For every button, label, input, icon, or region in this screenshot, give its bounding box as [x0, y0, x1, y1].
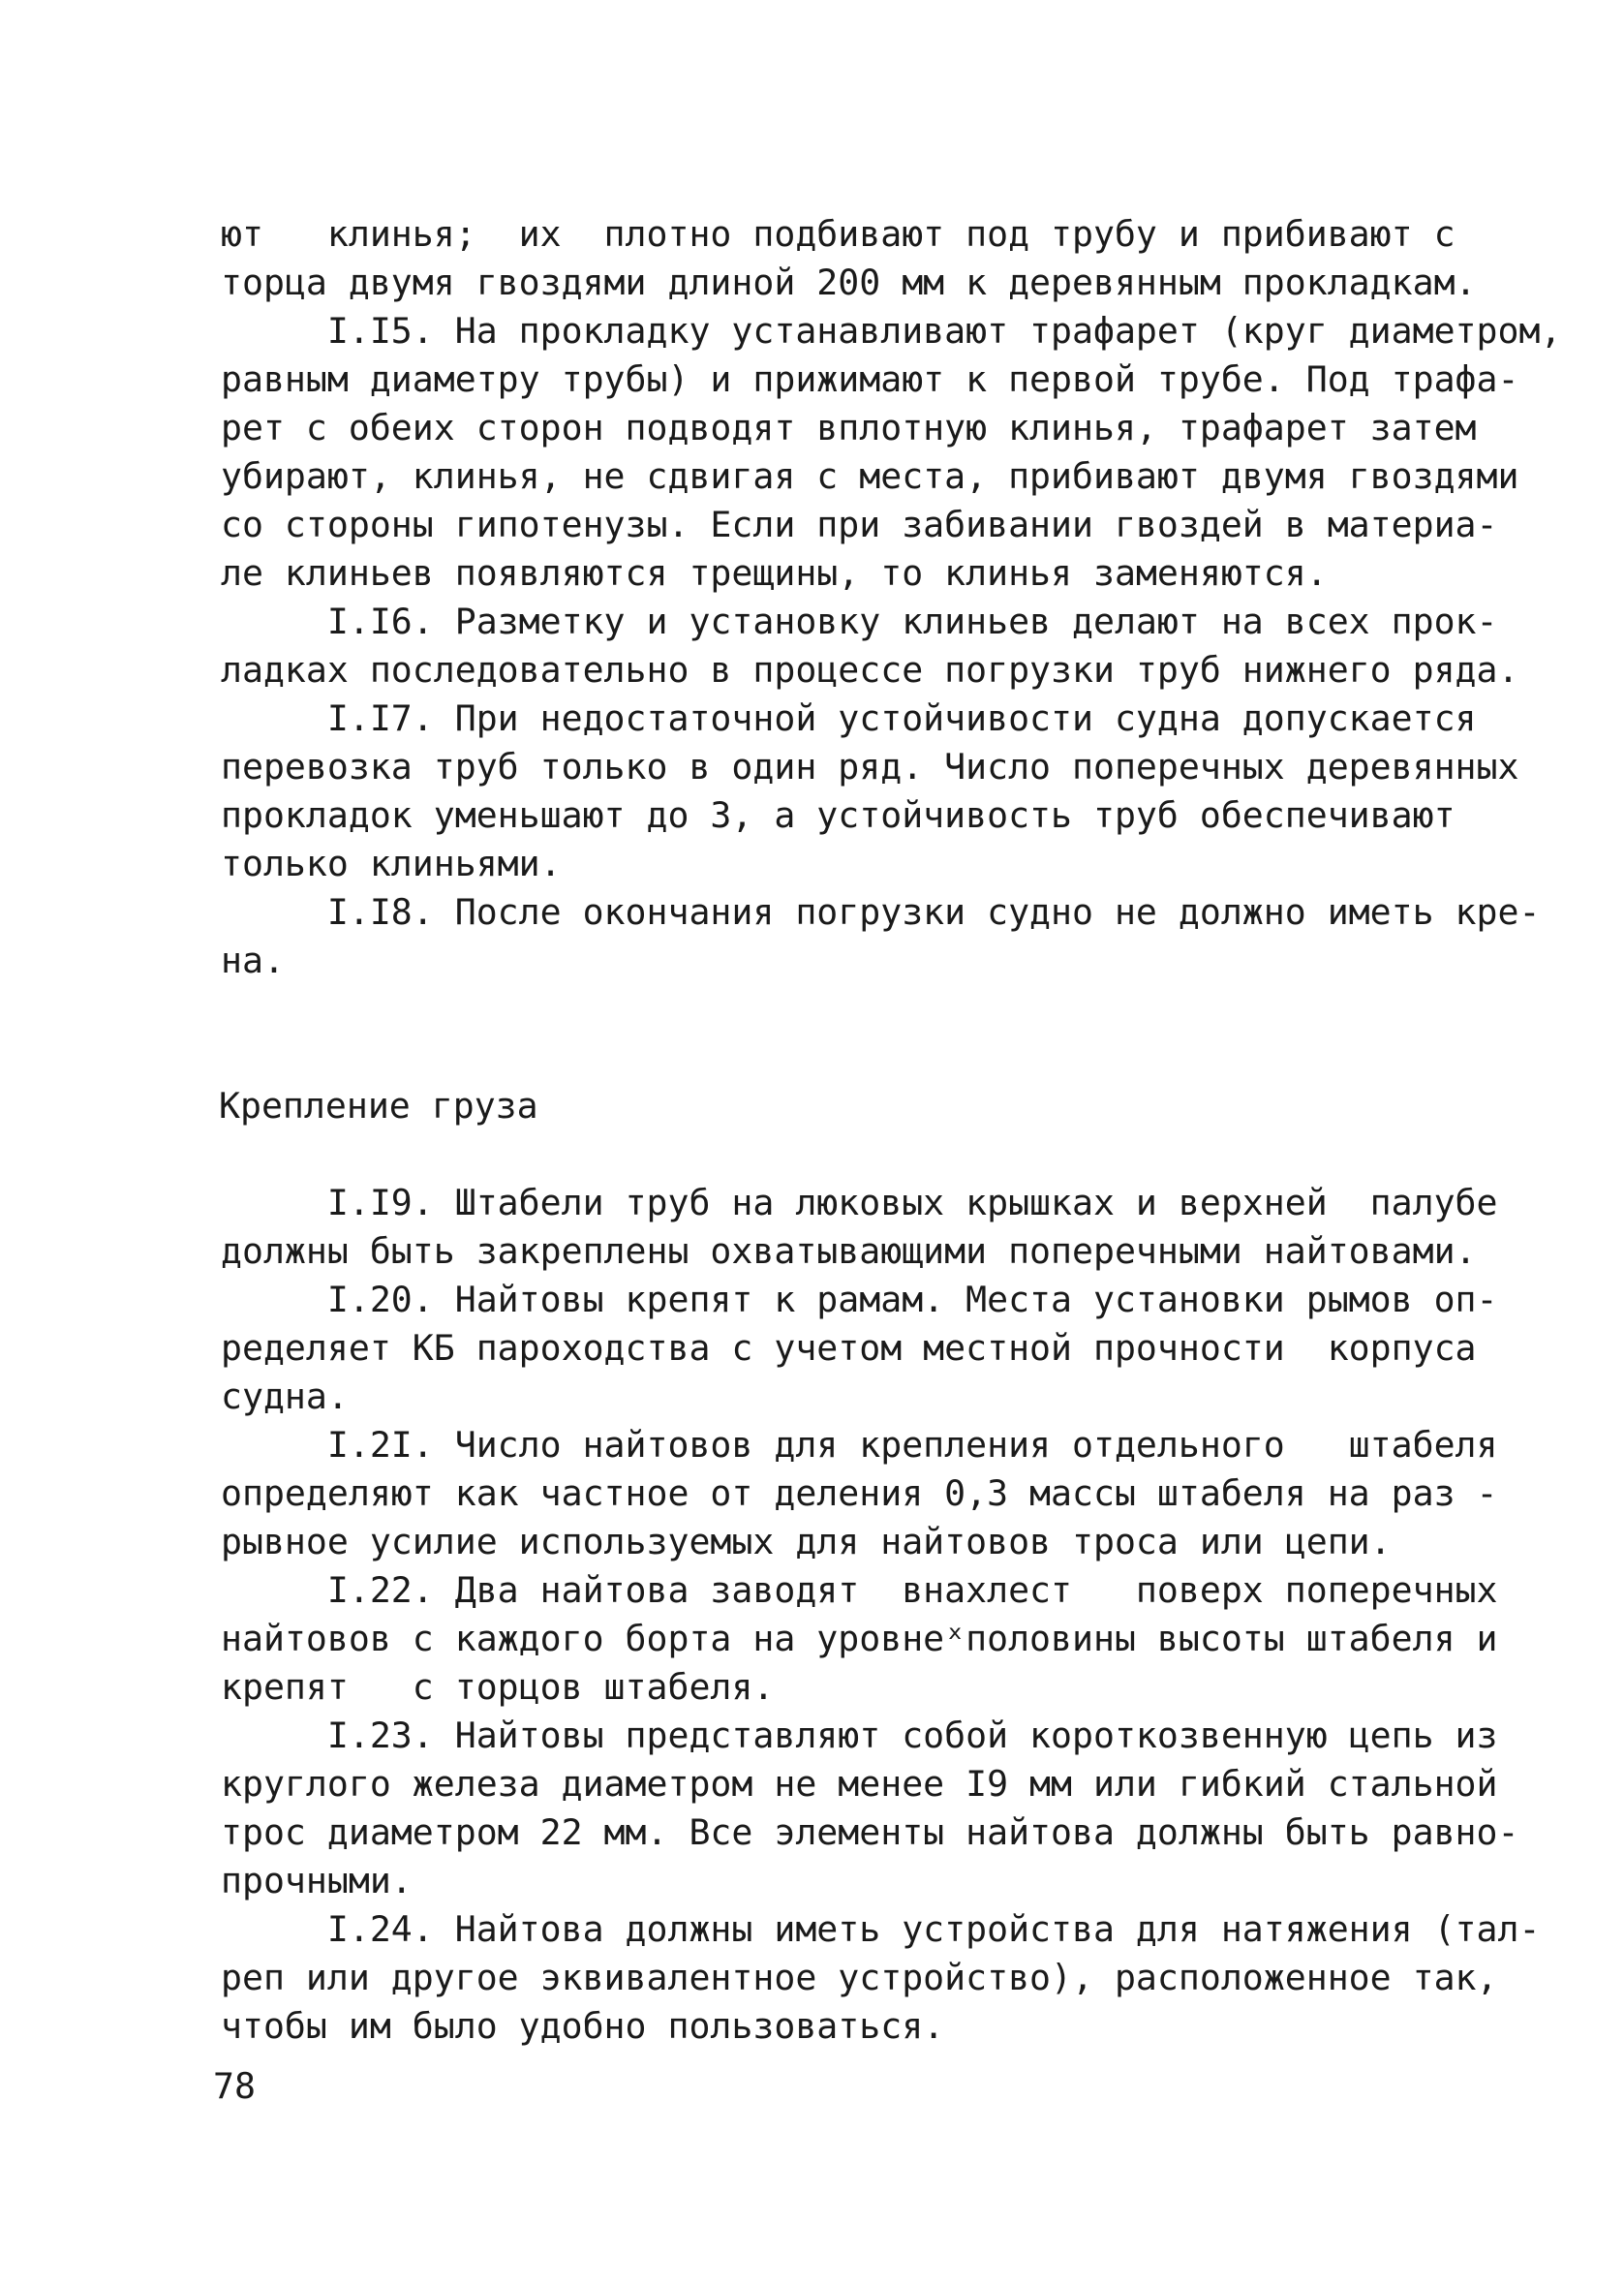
section-heading: Крепление груза [219, 1085, 538, 1127]
text-line: I.20. Найтовы крепят к рамам. Места установки рымов оп- [221, 1279, 1498, 1320]
text-line: рет с обеих сторон подводят вплотную клинья, трафарет затем [221, 407, 1477, 448]
text-line: I.I7. При недостаточной устойчивости судна допускается [221, 697, 1477, 739]
text-line: убирают, клинья, не сдвигая с места, прибивают двумя гвоздями [221, 455, 1519, 497]
text-line: I.I9. Штабели труб на люковых крышках и верхней палубе [221, 1182, 1498, 1223]
text-line: чтобы им было удобно пользоваться. [221, 2005, 945, 2047]
text-line: торца двумя гвоздями длиной 200 мм к деревянным прокладкам. [221, 262, 1477, 303]
text-line: крепят с торцов штабеля. [221, 1666, 775, 1708]
text-line: со стороны гипотенузы. Если при забивании гвоздей в материа- [221, 504, 1498, 545]
text-line: только клиньями. [221, 843, 562, 884]
text-line: I.I8. После окончания погрузки судно не должно иметь кре- [221, 891, 1541, 933]
text-line: трос диаметром 22 мм. Все элементы найтова должны быть равно- [221, 1811, 1519, 1853]
text-line: на. [221, 940, 285, 981]
text-line: перевозка труб только в один ряд. Число поперечных деревянных [221, 746, 1519, 788]
text-line: прокладок уменьшают до 3, а устойчивость труб обеспечивают [221, 794, 1455, 836]
text-line: I.I5. На прокладку устанавливают трафарет (круг диаметром, [221, 310, 1562, 352]
text-line: должны быть закреплены охватывающими поперечными найтовами. [221, 1230, 1477, 1272]
text-line: рывное усилие используемых для найтовов троса или цепи. [221, 1521, 1392, 1562]
text-line: ют клинья; их плотно подбивают под трубу и прибивают с [221, 213, 1455, 255]
text-line: реп или другое эквивалентное устройство), расположенное так, [221, 1957, 1498, 1998]
text-line: круглого железа диаметром не менее I9 мм или гибкий стальной [221, 1763, 1498, 1805]
text-line: I.22. Два найтова заводят внахлест поверх поперечных [221, 1569, 1498, 1611]
text-line: найтовов с каждого борта на уровнеˣполовины высоты штабеля и [221, 1618, 1498, 1659]
text-line: прочными. [221, 1860, 413, 1901]
text-line: I.2I. Число найтовов для крепления отдельного штабеля [221, 1424, 1498, 1466]
text-line: ладках последовательно в процессе погрузки труб нижнего ряда. [221, 649, 1519, 691]
text-line: равным диаметру трубы) и прижимают к первой трубе. Под трафа- [221, 358, 1519, 400]
text-line: ле клиньев появляются трещины, то клинья заменяются. [221, 552, 1328, 594]
text-line: ределяет КБ пароходства с учетом местной прочности корпуса [221, 1327, 1477, 1369]
text-line: судна. [221, 1375, 349, 1417]
text-line: I.24. Найтова должны иметь устройства для натяжения (тал- [221, 1908, 1541, 1950]
text-line: I.23. Найтовы представляют собой короткозвенную цепь из [221, 1715, 1498, 1756]
text-line: определяют как частное от деления 0,3 массы штабеля на раз - [221, 1472, 1498, 1514]
text-line: I.I6. Разметку и установку клиньев делают на всех прок- [221, 601, 1498, 642]
page-number: 78 [213, 2065, 256, 2107]
